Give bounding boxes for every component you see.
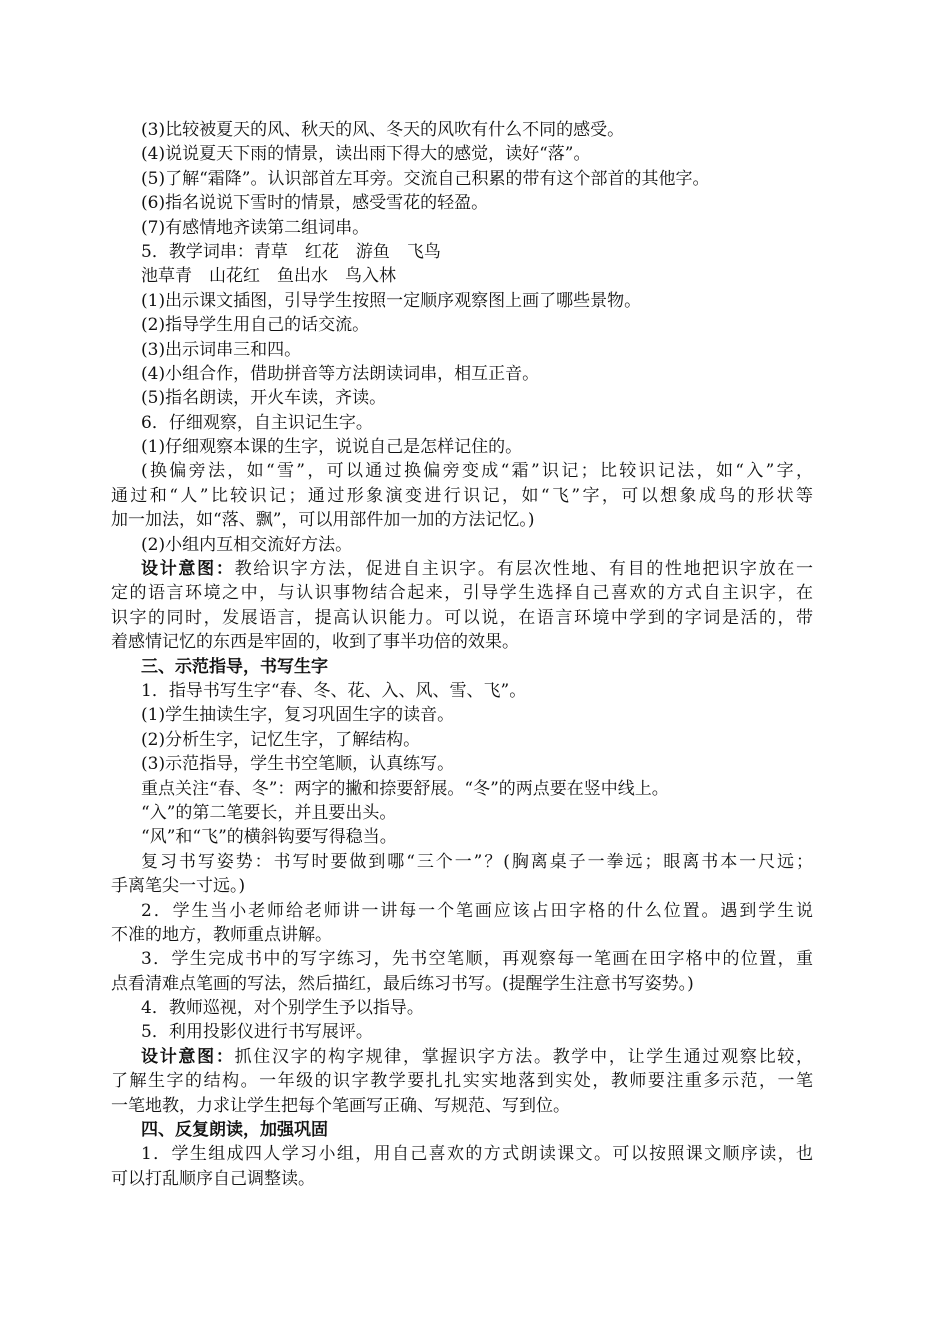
design-intent-label: 设计意图： [141, 1046, 235, 1067]
line-text: (2)小组内互相交流好方法。 [141, 534, 353, 555]
text-line [111, 923, 813, 947]
text-line [111, 606, 813, 630]
line-text: (1)出示课文插图，引导学生按照一定顺序观察图上画了哪些景物。 [141, 290, 642, 311]
text-line [111, 1069, 813, 1093]
line-text: (7)有感情地齐读第二组词串。 [141, 217, 370, 238]
text-line [111, 679, 813, 703]
line-text: (1)学生抽读生字，复习巩固生字的读音。 [141, 705, 455, 726]
text-line [111, 1167, 813, 1191]
section-heading [111, 655, 813, 679]
line-text: 2．学生当小老师给老师讲一讲每一个笔画应该占田字格的什么位置。遇到学生说 [141, 900, 813, 921]
line-text: 着感情记忆的东西是牢固的，收到了事半功倍的效果。 [111, 632, 519, 653]
text-line [111, 191, 813, 215]
line-text: (3)比较被夏天的风、秋天的风、冬天的风吹有什么不同的感受。 [141, 120, 625, 140]
line-text: 复习书写姿势：书写时要做到哪“三个一”？(胸离桌子一拳远；眼离书本一尺远； [141, 851, 813, 872]
text-line [111, 850, 813, 874]
line-text: 1．学生组成四人学习小组，用自己喜欢的方式朗读课文。可以按照课文顺序读，也 [141, 1144, 813, 1165]
text-line [111, 240, 813, 264]
text-line [111, 899, 813, 923]
line-text: 5．教学词串：青草 红花 游鱼 飞鸟 [141, 241, 441, 262]
line-text: 识字的同时，发展语言，提高认识能力。可以说，在语言环境中学到的字词是活的，带 [111, 607, 813, 628]
text-line [111, 118, 813, 142]
text-line [111, 533, 813, 557]
line-text: “风”和“飞”的横斜钩要写得稳当。 [141, 827, 397, 848]
text-line [111, 338, 813, 362]
line-text: (4)小组合作，借助拼音等方法朗读词串，相互正音。 [141, 363, 540, 384]
line-text: 抓住汉字的构字规律，掌握识字方法。教学中，让学生通过观察比较， [234, 1046, 814, 1067]
text-line [111, 581, 813, 605]
text-line [111, 752, 813, 776]
document-page [111, 118, 813, 1191]
text-line [111, 557, 813, 581]
text-line [111, 630, 813, 654]
line-text: 三、示范指导，书写生字 [141, 656, 328, 677]
document-body [111, 118, 813, 1191]
text-line [111, 996, 813, 1020]
line-text: 重点关注“春、冬”：两字的撇和捺要舒展。“冬”的两点要在竖中线上。 [141, 778, 669, 799]
line-text: 加一加法，如“落、飘”，可以用部件加一加的方法记忆。) [111, 510, 535, 531]
line-text: (1)仔细观察本课的生字，说说自己是怎样记住的。 [141, 437, 523, 458]
text-line [111, 435, 813, 459]
text-line [111, 167, 813, 191]
section-heading [111, 1118, 813, 1142]
text-line [111, 972, 813, 996]
text-line [111, 411, 813, 435]
line-text: (3)示范指导，学生书空笔顺，认真练写。 [141, 754, 455, 775]
text-line [111, 1020, 813, 1044]
text-line [111, 777, 813, 801]
text-line [111, 459, 813, 483]
line-text: 通过和“人”比较识记；通过形象演变进行识记，如“飞”字，可以想象成鸟的形状等 [111, 485, 813, 506]
line-text: 可以打乱顺序自己调整读。 [111, 1168, 315, 1189]
text-line [111, 142, 813, 166]
text-line [111, 313, 813, 337]
line-text: (2)指导学生用自己的话交流。 [141, 315, 370, 336]
text-line [111, 825, 813, 849]
line-text: 一笔地教，力求让学生把每个笔画写正确、写规范、写到位。 [111, 1095, 570, 1116]
text-line [111, 386, 813, 410]
line-text: 3．学生完成书中的写字练习，先书空笔顺，再观察每一笔画在田字格中的位置，重 [141, 949, 813, 970]
text-line [111, 874, 813, 898]
line-text: (5)指名朗读，开火车读，齐读。 [141, 388, 387, 409]
text-line [111, 1045, 813, 1069]
line-text: 4．教师巡视，对个别学生予以指导。 [141, 998, 424, 1019]
line-text: 不准的地方，教师重点讲解。 [111, 924, 332, 945]
line-text: (6)指名说说下雪时的情景，感受雪花的轻盈。 [141, 193, 489, 214]
line-text: 教给识字方法，促进自主识字。有层次性地、有目的性地把识字放在一 [234, 559, 814, 580]
line-text: 四、反复朗读，加强巩固 [141, 1120, 328, 1141]
text-line [111, 1094, 813, 1118]
line-text: (换偏旁法，如“雪”，可以通过换偏旁变成“霜”识记；比较识记法，如“入”字， [141, 461, 813, 482]
line-text: 定的语言环境之中，与认识事物结合起来，引导学生选择自己喜欢的方式自主识字，在 [111, 583, 813, 604]
line-text: (2)分析生字，记忆生字，了解结构。 [141, 729, 421, 750]
line-text: (3)出示词串三和四。 [141, 339, 302, 360]
text-line [111, 801, 813, 825]
text-line [111, 703, 813, 727]
line-text: (4)说说夏天下雨的情景，读出雨下得大的感觉，读好“落”。 [141, 144, 591, 165]
text-line [111, 289, 813, 313]
line-text: 点看清难点笔画的写法，然后描红，最后练习书写。(提醒学生注意书写姿势。) [111, 973, 694, 994]
text-line [111, 1142, 813, 1166]
text-line [111, 947, 813, 971]
line-text: 手离笔尖一寸远。) [111, 876, 246, 897]
text-line [111, 362, 813, 386]
line-text: 6．仔细观察，自主识记生字。 [141, 412, 373, 433]
line-text: 1．指导书写生字“春、冬、花、入、风、雪、飞”。 [141, 680, 527, 701]
line-text: “入”的第二笔要长，并且要出头。 [141, 802, 397, 823]
line-text: 5．利用投影仪进行书写展评。 [141, 1022, 373, 1043]
text-line [111, 264, 813, 288]
text-line [111, 728, 813, 752]
design-intent-label: 设计意图： [141, 559, 235, 580]
line-text: 了解生字的结构。一年级的识字教学要扎扎实实地落到实处，教师要注重多示范，一笔 [111, 1071, 813, 1092]
line-text: (5)了解“霜降”。认识部首左耳旁。交流自己积累的带有这个部首的其他字。 [141, 168, 710, 189]
text-line [111, 216, 813, 240]
text-line [111, 508, 813, 532]
line-text: 池草青 山花红 鱼出水 鸟入林 [141, 266, 396, 287]
text-line [111, 484, 813, 508]
